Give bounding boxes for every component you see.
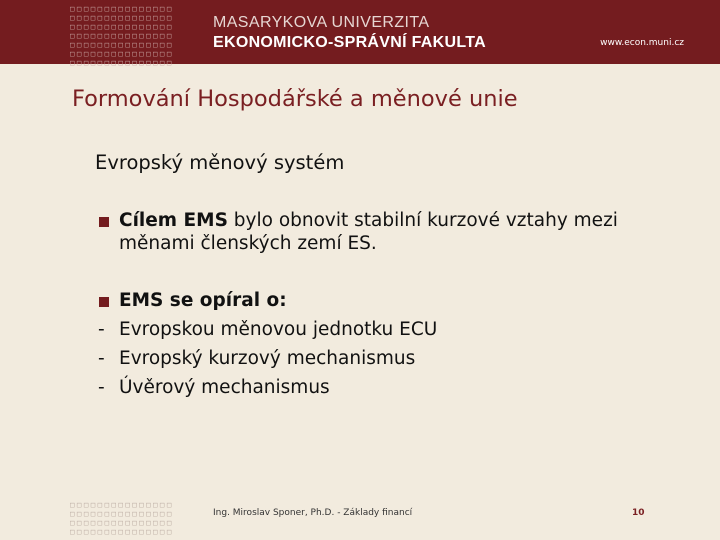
dash-marker: - <box>98 348 105 369</box>
page-number: 10 <box>632 508 645 518</box>
list-item-text: Úvěrový mechanismus <box>119 377 330 398</box>
bullet-aim-text: bylo obnovit stabilní kurzové vztahy mezi <box>227 210 618 231</box>
slide-subtitle: Evropský měnový systém <box>95 151 345 174</box>
dash-marker: - <box>98 377 105 398</box>
header-bar <box>0 0 720 67</box>
dash-marker: - <box>98 319 105 340</box>
university-name: MASARYKOVA UNIVERZITA <box>213 14 430 31</box>
bullet-aim-continuation: měnami členských zemí ES. <box>119 233 377 254</box>
slide-title: Formování Hospodářské a měnové unie <box>72 86 518 112</box>
list-item-text: Evropský kurzový mechanismus <box>119 348 416 369</box>
bullet-ems-bold: EMS se opíral o: <box>119 290 287 311</box>
bullet-aim-bold: Cílem EMS <box>119 210 228 231</box>
faculty-url: www.econ.muni.cz <box>600 38 684 48</box>
footer-author: Ing. Miroslav Sponer, Ph.D. - Základy financí <box>213 508 413 518</box>
footer-logo-pattern: □□□□□□□□□□□□□□□ □□□□□□□□□□□□□□□ □□□□□□□□□□□□□□□ □□□□□□□□□□□□□□□ <box>70 500 174 536</box>
faculty-name: EKONOMICKO-SPRÁVNÍ FAKULTA <box>213 34 486 51</box>
university-logo-pattern: □□□□□□□□□□□□□□□ □□□□□□□□□□□□□□□ □□□□□□□□□□□□□□□ □□□□□□□□□□□□□□□ □□□□□□□□□□□□□□□ □□□□□□□□□□□□□□□ □□□□□□□□□□□□□□□ <box>70 4 174 67</box>
list-item-text: Evropskou měnovou jednotku ECU <box>119 319 438 340</box>
